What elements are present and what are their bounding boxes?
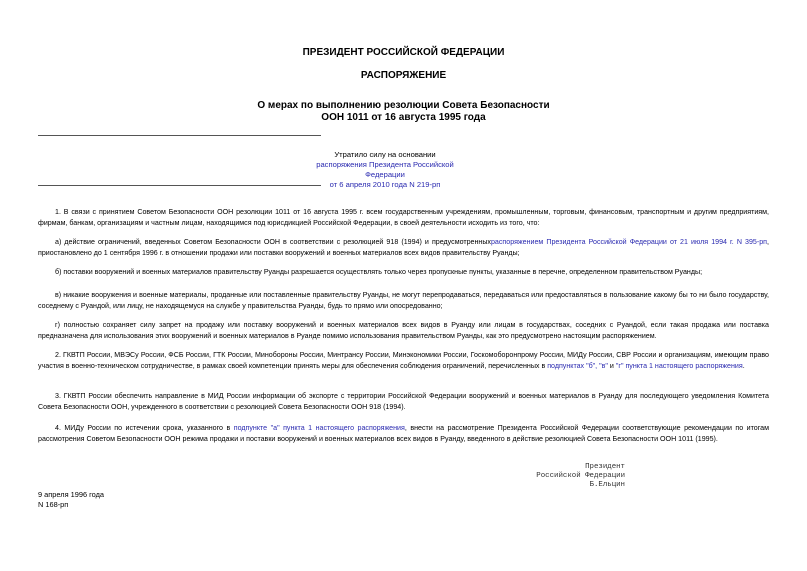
document-title: [0, 100, 807, 124]
separator-top: [38, 135, 321, 136]
subparagraph-g: [38, 320, 769, 342]
subparagraph-b: [38, 267, 769, 278]
paragraph-2: [38, 350, 769, 372]
document-date: 9 апреля 1996 года: [38, 490, 105, 499]
subparagraph-b-text: б) поставки вооружений и военных материалов правительству Руанды разрешается осуществлять только через пропускные пункты, указанные в перечне, определенном правительством Руанды;: [55, 268, 703, 276]
signature-block: [530, 463, 625, 490]
signature-position: Президент: [585, 463, 625, 471]
signature-name: Б.Ельцин: [589, 481, 625, 489]
repeal-note-text: Утратило силу на основании: [334, 150, 436, 159]
document-number: N 168-рп: [38, 500, 69, 509]
paragraph-4-text-after: , внести на рассмотрение Президента Российской Федерации соответствующие рекомендации по итогам рассмотрения Советом Безопасности ООН режима продажи и поставки вооружений и военных материалов всех видов в Руанду, введенного в действие резолюцией Совета Безопасности ООН 1011 (1995).: [38, 424, 769, 443]
repeal-note: [300, 150, 470, 190]
paragraph-4-link[interactable]: подпункте "а" пункта 1 настоящего распоряжения: [233, 424, 405, 432]
paragraph-2-link-bv[interactable]: подпунктах "б", "в": [547, 362, 608, 370]
paragraph-4-text-before: 4. МИДу России по истечении срока, указанного в: [55, 424, 234, 432]
paragraph-1: [38, 207, 769, 229]
document-type-heading: РАСПОРЯЖЕНИЕ: [360, 70, 447, 81]
subparagraph-a-link[interactable]: распоряжением Президента Российской Федерации от 21 июля 1994 г. N 395-рп: [490, 238, 768, 246]
signature-country: Российской Федерации: [536, 472, 625, 480]
paragraph-2-text-mid: и: [607, 362, 616, 370]
repeal-link-line-1[interactable]: распоряжения Президента Российской Федерации: [316, 160, 454, 179]
separator-bottom: [38, 185, 321, 186]
paragraph-1-text: 1. В связи с принятием Советом Безопасности ООН резолюции 1011 от 16 августа 1995 г. всем государственным учреждениям, промышленным, торговым, финансовым, транспортным и другим предприятиям, фирмам, банкам, организациям и частным лицам, находящимся под юрисдикцией Российской Федерации, в своей деятельности исходить из того, что:: [38, 208, 769, 227]
paragraph-2-text-after: .: [742, 362, 745, 370]
paragraph-3: [38, 391, 769, 413]
paragraph-2-text-before: 2. ГКВТП России, МВЭСу России, ФСБ России, ГТК России, Минобороны России, Минтрансу России, Минэкономики России, Госкомоборонпрому России, МИДу России, СВР России и организациям, имеющим право участия в военно-техническом сотрудничестве, в рамках своей компетенции принять меры для обеспечения соблюдения ограничений, перечисленных в: [38, 351, 769, 370]
subparagraph-a-text-after: , приостановлено до 1 сентября 1996 г. в отношении продажи или поставки вооружений и военных материалов всех видов правительству Руанды;: [38, 238, 769, 257]
paragraph-2-link-g[interactable]: "г" пункта 1 настоящего распоряжения: [615, 362, 743, 370]
subparagraph-a: [38, 237, 769, 259]
subparagraph-v-text: в) никакие вооружения и военные материалы, проданные или поставленные правительству Руанды, не могут перепродаваться, передаваться или предоставляться в пользование какому бы то ни было государству, соседнему с Руандой, или лицу, не находящемуся на службе у правительства Руанды, будь то прямо или опосредованно;: [38, 291, 769, 310]
subparagraph-v: [38, 290, 769, 312]
paragraph-4: [38, 423, 769, 445]
paragraph-3-text: 3. ГКВТП России обеспечить направление в МИД России информации об экспорте с территории Российской Федерации вооружений и военных материалов в Руанду для последующего уведомления Комитета Совета Безопасности ООН, учрежденного в соответствии с резолюцией Совета Безопасности ООН 918 (1994).: [38, 392, 769, 411]
subparagraph-g-text: г) полностью сохраняет силу запрет на продажу или поставку вооружений и военных материалов всех видов в Руанду или лицам в государствах, соседних с Руандой, если такая продажа или поставка предназначена для использования этих вооружений и военных материалов в Руанде помимо использования правительством Руанды, как это предусмотрено настоящим распоряжением.: [38, 321, 769, 340]
document-date-block: [38, 490, 104, 510]
title-line-1: О мерах по выполнению резолюции Совета Безопасности: [257, 100, 550, 111]
subparagraph-a-text-before: а) действие ограничений, введенных Советом Безопасности ООН в соответствии с резолюцией 918 (1994) и предусмотренных: [55, 238, 491, 246]
repeal-link-line-2[interactable]: от 6 апреля 2010 года N 219-рп: [329, 180, 441, 189]
issuer-heading: ПРЕЗИДЕНТ РОССИЙСКОЙ ФЕДЕРАЦИИ: [302, 47, 505, 58]
title-line-2: ООН 1011 от 16 августа 1995 года: [321, 112, 486, 123]
